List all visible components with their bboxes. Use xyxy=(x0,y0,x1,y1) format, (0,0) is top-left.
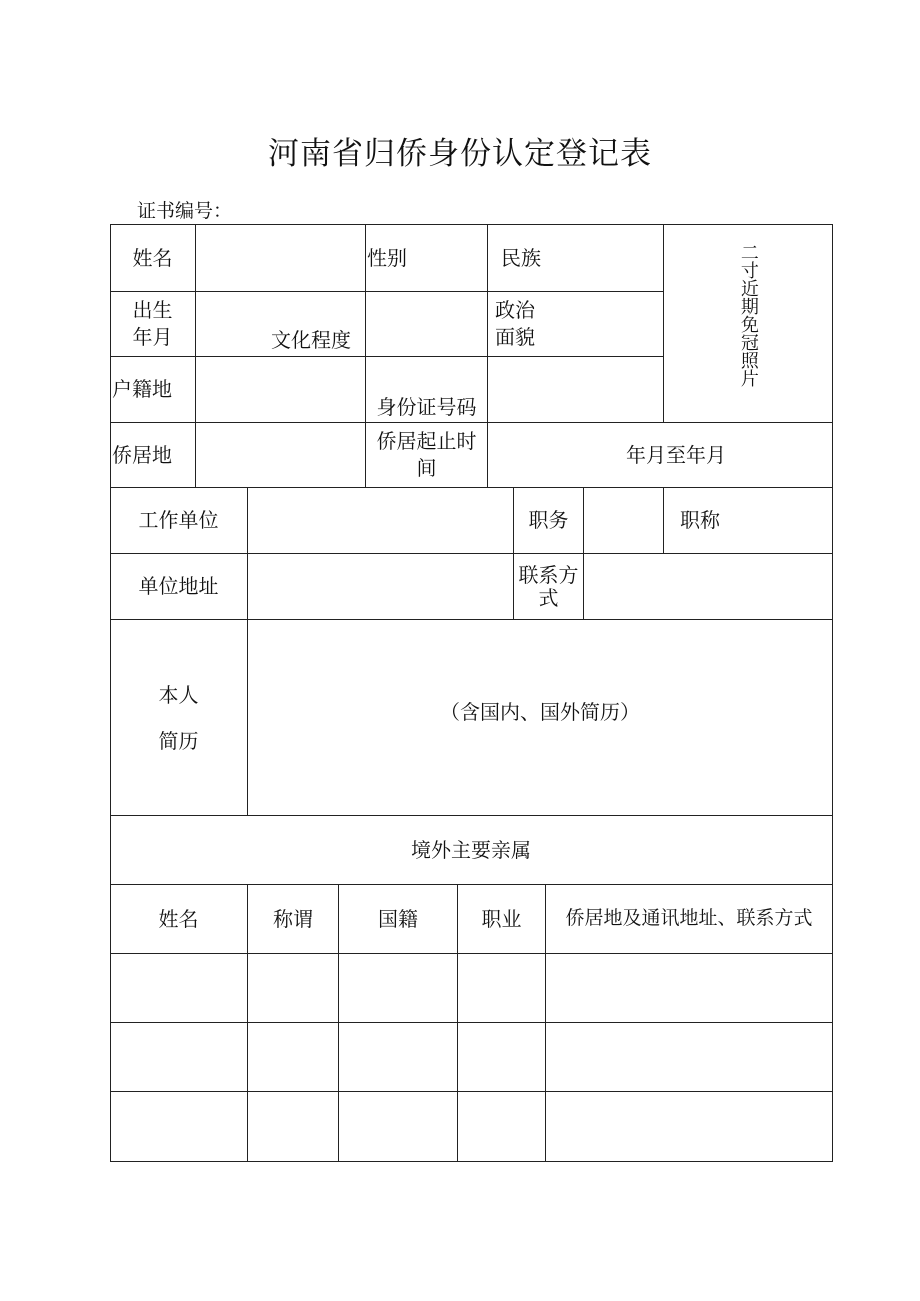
resume-hint: （含国内、国外简历） xyxy=(440,700,640,724)
political-label-line1: 政治 xyxy=(495,298,535,322)
birth-label-line2: 年月 xyxy=(132,325,173,349)
relative-row-2-nationality[interactable] xyxy=(339,1023,457,1091)
relative-row-2-relation[interactable] xyxy=(248,1023,338,1091)
form-title: 河南省归侨身份认定登记表 xyxy=(268,136,652,172)
relative-row-3-relation[interactable] xyxy=(248,1092,338,1161)
position-label: 职务 xyxy=(528,508,569,532)
relative-row-3-nationality[interactable] xyxy=(339,1092,457,1161)
gender-label: 性别 xyxy=(367,245,407,270)
relative-row-2-address[interactable] xyxy=(546,1023,832,1091)
contact-label-line2: 式 xyxy=(538,585,559,610)
ethnicity-label: 民族 xyxy=(501,245,541,270)
relative-row-2-occupation[interactable] xyxy=(458,1023,545,1091)
household-label: 户籍地 xyxy=(112,377,172,401)
column-divider xyxy=(663,487,664,553)
photo-instruction: 二寸近期免冠照片 xyxy=(737,243,759,387)
certificate-number-label: 证书编号： xyxy=(137,200,233,222)
id-number-label: 身份证号码 xyxy=(376,395,477,419)
resume-label-line1: 本人 xyxy=(158,682,199,707)
relative-row-1-nationality[interactable] xyxy=(339,954,457,1022)
relatives-col-occupation: 职业 xyxy=(481,906,522,931)
relatives-heading: 境外主要亲属 xyxy=(411,837,531,862)
residence-period-line1: 侨居起止时 xyxy=(376,429,477,453)
relatives-col-nationality: 国籍 xyxy=(378,906,418,931)
employer-address-field[interactable] xyxy=(248,554,513,619)
column-divider xyxy=(487,224,488,487)
overseas-residence-field[interactable] xyxy=(196,423,365,487)
relative-row-3-name[interactable] xyxy=(111,1092,247,1161)
relatives-col-name: 姓名 xyxy=(158,906,199,931)
relatives-col-relation: 称谓 xyxy=(273,906,313,931)
name-field[interactable] xyxy=(196,225,365,291)
contact-label-line1: 联系方 xyxy=(518,562,579,587)
resume-label-line2: 简历 xyxy=(158,728,199,753)
title-rank-label: 职称 xyxy=(680,508,720,532)
employer-label: 工作单位 xyxy=(138,508,219,532)
table-border-bottom xyxy=(110,1161,833,1162)
birth-label xyxy=(110,292,195,356)
employer-address-label: 单位地址 xyxy=(138,574,219,598)
political-label xyxy=(495,292,663,356)
contact-field[interactable] xyxy=(584,554,832,619)
id-number-field[interactable] xyxy=(488,357,663,422)
relative-row-3-occupation[interactable] xyxy=(458,1092,545,1161)
birth-label-line1: 出生 xyxy=(132,298,173,322)
residence-period-line2: 间 xyxy=(416,456,437,480)
relative-row-1-occupation[interactable] xyxy=(458,954,545,1022)
contact-label xyxy=(514,554,583,619)
relative-row-1-relation[interactable] xyxy=(248,954,338,1022)
relative-row-3-address[interactable] xyxy=(546,1092,832,1161)
political-label-line2: 面貌 xyxy=(495,325,535,349)
table-border-right xyxy=(832,224,833,1162)
employer-field[interactable] xyxy=(248,488,513,553)
residence-period-label xyxy=(366,423,487,487)
overseas-residence-label: 侨居地 xyxy=(112,442,172,467)
relative-row-1-name[interactable] xyxy=(111,954,247,1022)
resume-label xyxy=(110,620,247,815)
relative-row-2-name[interactable] xyxy=(111,1023,247,1091)
household-field[interactable] xyxy=(196,357,365,422)
education-field[interactable] xyxy=(366,292,487,356)
resume-field[interactable] xyxy=(248,620,832,815)
name-label: 姓名 xyxy=(132,245,173,270)
position-field[interactable] xyxy=(584,488,663,553)
education-label: 文化程度 xyxy=(271,328,351,352)
photo-box[interactable] xyxy=(664,225,832,422)
residence-period-field[interactable]: 年月至年月 xyxy=(626,442,726,467)
relative-row-1-address[interactable] xyxy=(546,954,832,1022)
relatives-col-address: 侨居地及通讯地址、联系方式 xyxy=(565,907,813,930)
